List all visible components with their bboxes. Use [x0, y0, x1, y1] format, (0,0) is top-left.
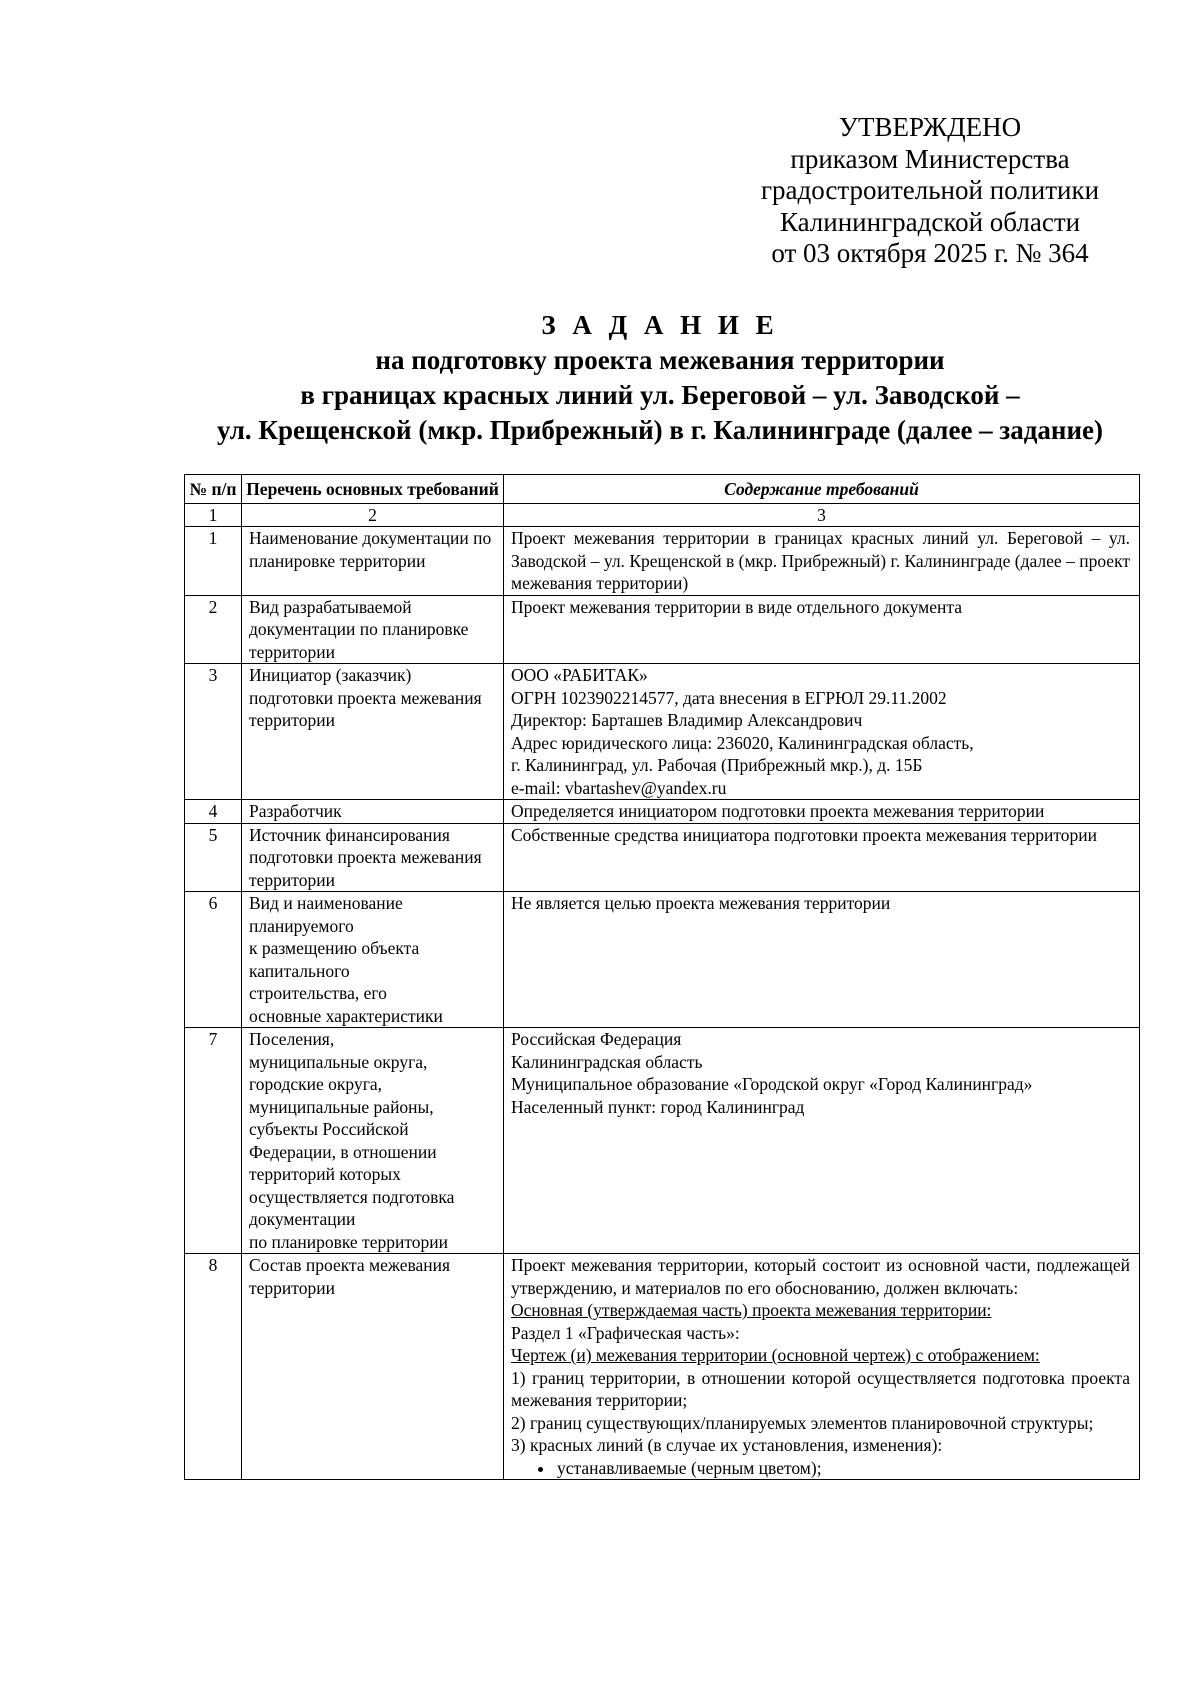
row-content: Определяется инициатором подготовки проекта межевания территории	[504, 800, 1140, 824]
composition-bullet-1: • устанавливаемые (черным цветом);	[555, 1457, 1130, 1480]
composition-section-1: Раздел 1 «Графическая часть»:	[511, 1322, 740, 1343]
row-number: 6	[185, 892, 242, 1028]
requirement-line: субъекты Российской	[249, 1119, 409, 1139]
header-requirement-content: Содержание требований	[504, 475, 1140, 504]
column-numbers-row	[185, 503, 1140, 527]
requirement-line: к размещению объекта	[249, 938, 420, 958]
approval-line-date: от 03 октября 2025 г. № 364	[771, 238, 1089, 268]
initiator-ogrn: ОГРН 1023902214577, дата внесения в ЕГРЮЛ 29.11.2002	[511, 687, 947, 708]
row-requirement	[242, 1028, 504, 1254]
approval-line-order: приказом Министерства	[790, 143, 1070, 174]
row-number: 4	[185, 800, 242, 824]
requirement-line: по планировке территории	[249, 1231, 448, 1252]
territory-country: Российская Федерация	[511, 1029, 682, 1049]
requirements-table	[184, 474, 1140, 1480]
requirement-line: планируемого	[249, 915, 354, 936]
title-line-3: ул. Крещенской (мкр. Прибрежный) в г. Калининграде (далее – задание)	[216, 415, 1104, 445]
requirement-line: документации	[249, 1209, 356, 1229]
row-requirement: Разработчик	[242, 800, 504, 824]
requirement-line: строительства, его	[249, 983, 387, 1003]
table-row	[185, 1254, 1140, 1480]
row-requirement: Состав проекта межевания территории	[242, 1254, 504, 1480]
composition-item-1: 1) границ территории, в отношении которой осуществляется подготовка проекта межевания территории;	[511, 1367, 1130, 1410]
table-header-row	[185, 475, 1140, 504]
column-number-1: 1	[185, 503, 242, 527]
column-number-2: 2	[242, 503, 504, 527]
table-row	[185, 664, 1140, 800]
title-line-2: в границах красных линий ул. Береговой – ул. Заводской –	[300, 380, 1020, 410]
initiator-director: Директор: Барташев Владимир Александрович	[511, 710, 863, 730]
row-content: Не является целью проекта межевания территории	[504, 892, 1140, 1028]
row-content	[504, 1254, 1140, 1480]
approval-line-policy: градостроительной политики	[760, 175, 1100, 205]
row-content: Собственные средства инициатора подготовки проекта межевания территории	[504, 823, 1140, 892]
approval-line-approved: УТВЕРЖДЕНО	[838, 112, 1022, 142]
initiator-email: e-mail: vbartashev@yandex.ru	[511, 777, 727, 798]
row-number: 1	[185, 527, 242, 596]
row-content	[504, 664, 1140, 800]
composition-bullet-list	[511, 1457, 1130, 1480]
territory-municipality: Муниципальное образование «Городской округ «Город Калининград»	[511, 1074, 1033, 1094]
requirement-line: Федерации, в отношении	[249, 1141, 437, 1162]
row-requirement	[242, 892, 504, 1028]
row-number: 3	[185, 664, 242, 800]
composition-main-part: Основная (утверждаемая часть) проекта межевания территории:	[511, 1300, 992, 1320]
territory-region: Калининградская область	[511, 1051, 703, 1072]
row-requirement: Источник финансирования подготовки проекта межевания территории	[242, 823, 504, 892]
row-number: 7	[185, 1028, 242, 1254]
requirement-line: осуществляется подготовка	[249, 1186, 455, 1207]
header-number: № п/п	[185, 475, 242, 504]
row-number: 5	[185, 823, 242, 892]
row-number: 8	[185, 1254, 242, 1480]
requirement-line: городские округа,	[249, 1074, 383, 1094]
table-row	[185, 1028, 1140, 1254]
table-row	[185, 800, 1140, 824]
requirement-line: территорий которых	[249, 1164, 401, 1184]
initiator-address-2: г. Калининград, ул. Рабочая (Прибрежный мкр.), д. 15Б	[511, 755, 923, 775]
row-number: 2	[185, 595, 242, 664]
document-title	[160, 308, 1160, 448]
row-requirement: Инициатор (заказчик) подготовки проекта межевания территории	[242, 664, 504, 800]
title-heading: З А Д А Н И Е	[541, 310, 779, 340]
title-line-1: на подготовку проекта межевания территории	[375, 345, 945, 375]
table-row	[185, 527, 1140, 596]
row-requirement: Вид разрабатываемой документации по планировке территории	[242, 595, 504, 664]
approval-stamp	[720, 112, 1140, 270]
composition-intro: Проект межевания территории, который состоит из основной части, подлежащей утверждению, и материалов по его обоснованию, должен включать:	[511, 1255, 1130, 1298]
row-requirement: Наименование документации по планировке территории	[242, 527, 504, 596]
requirement-line: капитального	[249, 960, 350, 981]
row-content: Проект межевания территории в границах красных линий ул. Береговой – ул. Заводской – ул. Крещенской в (мкр. Прибрежный) г. Калининграде (далее – проект межевания территории)	[504, 527, 1140, 596]
approval-line-region: Калининградской области	[779, 206, 1081, 237]
row-content: Проект межевания территории в виде отдельного документа	[504, 595, 1140, 664]
requirement-line: Вид и наименование	[249, 893, 403, 913]
requirement-line: муниципальные районы,	[249, 1096, 434, 1117]
header-requirement-list: Перечень основных требований	[242, 475, 504, 504]
composition-item-2: 2) границ существующих/планируемых элементов планировочной структуры;	[511, 1412, 1094, 1433]
initiator-name: ООО «РАБИТАК»	[511, 665, 648, 685]
table-row	[185, 823, 1140, 892]
table-row	[185, 892, 1140, 1028]
requirement-line: Поселения,	[249, 1029, 335, 1049]
requirement-line: муниципальные округа,	[249, 1051, 428, 1072]
territory-settlement: Населенный пункт: город Калининград	[511, 1096, 805, 1117]
composition-item-3: 3) красных линий (в случае их установления, изменения):	[511, 1435, 943, 1455]
requirement-line: основные характеристики	[249, 1005, 443, 1026]
initiator-address-1: Адрес юридического лица: 236020, Калининградская область,	[511, 732, 974, 753]
column-number-3: 3	[504, 503, 1140, 527]
composition-drawing: Чертеж (и) межевания территории (основной чертеж) с отображением:	[511, 1345, 1040, 1365]
row-content	[504, 1028, 1140, 1254]
table-row	[185, 595, 1140, 664]
